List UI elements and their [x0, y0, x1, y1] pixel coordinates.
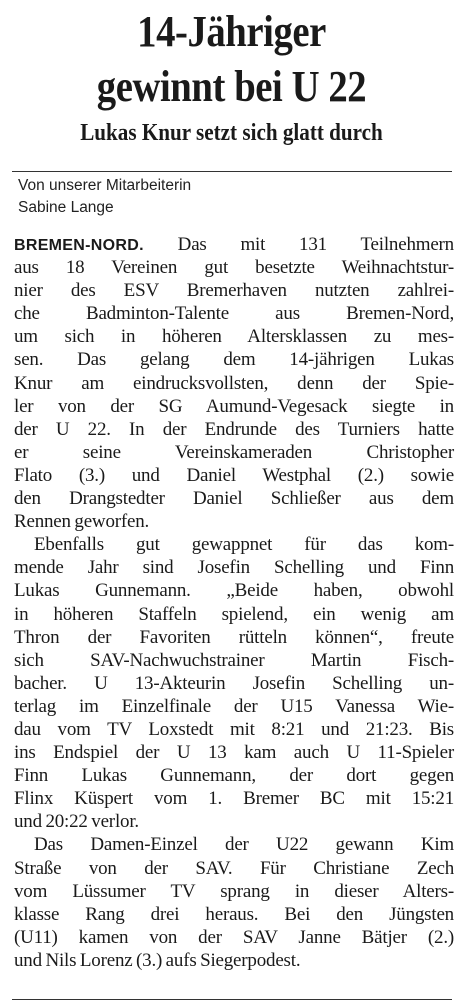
line-text: Lukas Gunnemann. „Beide haben, obwohl [14, 580, 454, 602]
article-text-line [14, 279, 454, 302]
article-text-line [14, 256, 454, 279]
line-text: Das Damen-Einzel der U22 gewann Kim [34, 834, 454, 856]
article-text-line [14, 833, 454, 856]
article-text-line [14, 626, 454, 649]
line-text: um sich in höheren Altersklassen zu mes- [14, 326, 454, 348]
line-text: (U11) kamen von der SAV Janne Bätjer (2.) [14, 926, 454, 948]
line-text: mende Jahr sind Josefin Schelling und Finn [14, 557, 454, 579]
line-text: Finn Lukas Gunnemann, der dort gegen [14, 765, 454, 787]
line-text: Knur am eindrucksvollsten, denn der Spie- [14, 372, 454, 394]
line-text: ler von der SG Aumund-Vegesack siegte in [14, 395, 454, 417]
byline-author: Sabine Lange [18, 198, 114, 216]
article-text-line [14, 325, 454, 348]
line-text: sich SAV-Nachwuchstrainer Martin Fisch- [14, 649, 454, 671]
byline [18, 175, 191, 218]
headline-line: 14-Jähriger [137, 7, 326, 56]
line-text: nier des ESV Bremerhaven nutzten zahlrei- [14, 280, 454, 302]
line-text: bacher. U 13-Akteurin Josefin Schelling un- [14, 672, 454, 694]
article-text-line [14, 302, 454, 325]
article-text-line [14, 764, 454, 787]
line-text: aus 18 Vereinen gut besetzte Weihnachtstur- [14, 257, 454, 279]
article-text-line [14, 556, 454, 579]
line-text: sen. Das gelang dem 14-jährigen Lukas [14, 349, 454, 371]
article-text-line [14, 718, 454, 741]
article-text-line [14, 510, 454, 533]
line-text: Thron der Favoriten rütteln können“, freute [14, 626, 454, 648]
line-text: Flinx Küspert vom 1. Bremer BC mit 15:21 [14, 788, 454, 810]
article-text-line [14, 741, 454, 764]
line-text: in höheren Staffeln spielend, ein wenig am [14, 603, 454, 625]
line-text: er seine Vereinskameraden Christopher [14, 441, 454, 463]
line-text: und Nils Lorenz (3.) aufs Siegerpodest. [14, 949, 301, 971]
line-text: Straße von der SAV. Für Christiane Zech [14, 857, 454, 879]
line-text: der U 22. In der Endrunde des Turniers hatte [14, 418, 454, 440]
line-text: Ebenfalls gut gewappnet für das kom- [34, 534, 454, 556]
line-text: dau vom TV Loxstedt mit 8:21 und 21:23. Bis [14, 718, 454, 740]
article-text-line [14, 464, 454, 487]
article-text-line [14, 603, 454, 626]
article-text-line [14, 372, 454, 395]
line-text: ins Endspiel der U 13 kam auch U 11-Spieler [14, 742, 454, 764]
subheadline: Lukas Knur setzt sich glatt durch [80, 120, 383, 146]
article-text-line [14, 533, 454, 556]
line-text: che Badminton-Talente aus Bremen-Nord, [14, 303, 454, 325]
byline-line: Von unserer Mitarbeiterin [18, 177, 192, 194]
line-text: Flato (3.) und Daniel Westphal (2.) sowie [14, 464, 454, 486]
article-text-line [14, 487, 454, 510]
article-body [14, 233, 454, 972]
article-text-line [14, 649, 454, 672]
divider [12, 171, 452, 172]
dateline: BREMEN-NORD. [14, 237, 144, 254]
headline-line: gewinnt bei U 22 [96, 62, 367, 111]
article-text-line [14, 395, 454, 418]
article-text-line [14, 348, 454, 371]
line-text: und 20:22 verlor. [14, 811, 139, 833]
article-text-line [14, 810, 454, 833]
article-text-line [14, 949, 454, 972]
article-text-line [14, 418, 454, 441]
headline [28, 4, 435, 114]
article-text-line [14, 695, 454, 718]
line-text: vom Lüssumer TV sprang in dieser Alters- [14, 880, 454, 902]
article-text-line [14, 903, 454, 926]
article-text-line [14, 880, 454, 903]
article-text-line [14, 233, 454, 256]
article-text-line [14, 787, 454, 810]
line-text: Das mit 131 Teilnehmern [177, 234, 454, 255]
line-text: klasse Rang drei heraus. Bei den Jüngsten [14, 903, 454, 925]
article-text-line [14, 926, 454, 949]
line-text: terlag im Einzelfinale der U15 Vanessa Wie- [14, 695, 454, 717]
line-text: Rennen geworfen. [14, 511, 150, 533]
article-text-line [14, 579, 454, 602]
divider [12, 999, 452, 1000]
article-text-line [14, 857, 454, 880]
line-text: den Drangstedter Daniel Schließer aus dem [14, 488, 454, 510]
article-text-line [14, 672, 454, 695]
article-text-line [14, 441, 454, 464]
